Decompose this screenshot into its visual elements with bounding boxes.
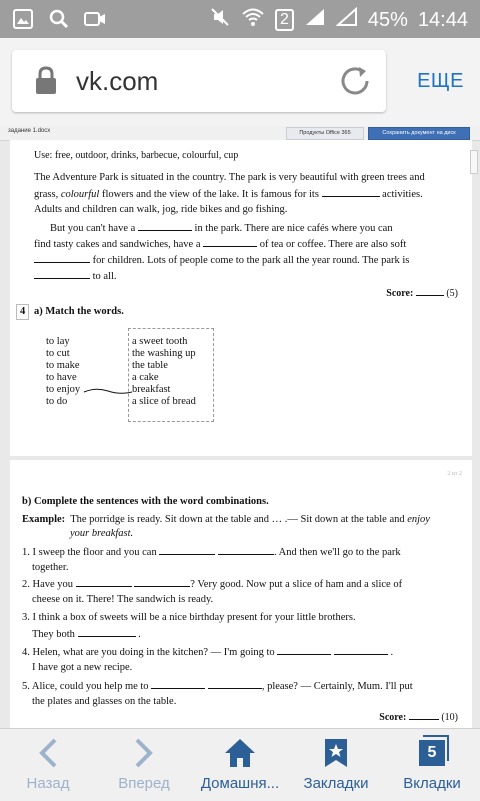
answer-blank <box>208 678 262 689</box>
answer-blank <box>134 576 190 587</box>
save-to-disk-button[interactable]: Сохранить документ на диск <box>368 127 470 140</box>
left-word: to have <box>46 372 77 383</box>
paragraph-line: find tasty cakes and sandwiches, have a of tea or coffee. There are also soft <box>34 236 406 253</box>
bookmark-icon <box>288 735 384 771</box>
url-field[interactable] <box>12 50 386 112</box>
example-line: your breakfast. <box>70 528 134 539</box>
answer-blank <box>138 220 192 231</box>
example-line: Example: The porridge is ready. Sit down at the table and … .— Sit down at the table and enjoy <box>22 514 430 525</box>
sentence-1-cont: together. <box>32 562 69 573</box>
battery-percent: 45% <box>367 8 408 31</box>
sentence-1: 1. I sweep the floor and you can . And then we'll go to the park <box>22 544 401 561</box>
paragraph-line: The Adventure Park is situated in the country. The park is very beautiful with green trees and <box>34 172 425 183</box>
left-words <box>46 336 80 408</box>
bookmarks-button[interactable]: Закладки <box>288 735 384 799</box>
answer-blank <box>322 186 380 197</box>
sentence-2-cont: cheese on it. There! The sandwich is ready. <box>32 594 214 605</box>
right-word: a sweet tooth <box>132 336 188 347</box>
answer-blank <box>334 644 388 655</box>
document-page-1 <box>10 140 472 456</box>
sim-indicator: 2 <box>275 9 294 31</box>
task-b-heading: b) Complete the sentences with the word combinations. <box>22 496 269 507</box>
tabs-count-icon: 5 <box>419 740 445 766</box>
status-bar <box>0 0 480 38</box>
sentence-2: 2. Have you ? Very good. Now put a slice of ham and a slice of <box>22 576 402 593</box>
mute-icon <box>209 6 231 34</box>
match-line <box>82 386 134 398</box>
bottom-navigation <box>0 728 480 801</box>
task-a-heading: a) Match the words. <box>34 306 124 317</box>
answer-blank <box>218 544 274 555</box>
lock-icon <box>34 66 58 101</box>
right-word: a slice of bread <box>132 396 196 407</box>
document-toolbar <box>0 126 480 141</box>
right-word: a cake <box>132 372 159 383</box>
tabs-button[interactable]: 5 Вкладки <box>384 735 480 799</box>
sentence-3-cont: They both . <box>32 626 141 643</box>
clock: 14:44 <box>417 8 468 31</box>
answer-blank <box>151 678 205 689</box>
chevron-right-icon <box>96 735 192 771</box>
scrollbar[interactable] <box>470 150 478 174</box>
gallery-icon <box>12 8 34 30</box>
left-word: to enjoy <box>46 384 81 395</box>
url-text: vk.com <box>76 66 159 96</box>
paragraph-line: for children. Lots of people come to the park all the year round. The park is <box>34 252 409 269</box>
answer-blank <box>34 268 90 279</box>
search-icon <box>48 8 70 30</box>
answer-blank <box>76 576 132 587</box>
signal-icon-2 <box>336 7 358 33</box>
page-number: 2 из 2 <box>447 471 462 477</box>
forward-button[interactable]: Вперед <box>96 735 192 799</box>
right-word: the table <box>132 360 168 371</box>
left-word: to do <box>46 396 68 407</box>
use-line: Use: free, outdoor, drinks, barbecue, colourful, cup <box>34 150 239 161</box>
sentence-3: 3. I think a box of sweets will be a nice birthday present for your little brothers. <box>22 612 356 623</box>
signal-icon <box>304 7 326 33</box>
paragraph-line: Adults and children can walk, jog, ride bikes and go fishing. <box>34 204 288 215</box>
left-word: to lay <box>46 336 70 347</box>
home-icon <box>192 735 288 771</box>
video-icon <box>84 8 106 30</box>
answer-blank <box>203 236 257 247</box>
address-bar <box>0 38 480 126</box>
paragraph-line: grass, colourful flowers and the view of the lake. It is famous for its activities. <box>34 186 423 203</box>
answer-blank <box>277 644 331 655</box>
document-page-2 <box>10 460 472 728</box>
paragraph-line: But you can't have a in the park. There are nice cafés where you can <box>50 220 393 237</box>
sentence-5-cont: the plates and glasses on the table. <box>32 696 177 707</box>
back-button[interactable]: Назад <box>0 735 96 799</box>
left-word: to make <box>46 360 80 371</box>
answer-blank <box>78 626 136 637</box>
left-word: to cut <box>46 348 70 359</box>
answer-blank <box>159 544 215 555</box>
score-line: Score: (5) <box>386 288 458 299</box>
chevron-left-icon <box>0 735 96 771</box>
sentence-4: 4. Helen, what are you doing in the kitchen? — I'm going to . <box>22 644 393 661</box>
right-word: the washing up <box>132 348 196 359</box>
paragraph-line: to all. <box>34 268 117 285</box>
sentence-4-cont: I have got a new recipe. <box>32 662 133 673</box>
more-menu-button[interactable]: ЕЩЕ <box>417 70 464 92</box>
score-line: Score: (10) <box>379 712 458 723</box>
answer-blank <box>34 252 90 263</box>
home-button[interactable]: Домашня... <box>192 735 288 799</box>
wifi-icon <box>241 6 265 34</box>
right-words <box>132 336 196 408</box>
task-number: 4 <box>16 304 29 320</box>
file-name: задание 1.docx <box>8 128 51 134</box>
sentence-5: 5. Alice, could you help me to , please? — Certainly, Mum. I'll put <box>22 678 413 695</box>
right-word: breakfast <box>132 384 171 395</box>
reload-icon[interactable] <box>336 62 374 105</box>
office-products-button[interactable]: Продукты Office 365 <box>286 127 364 140</box>
